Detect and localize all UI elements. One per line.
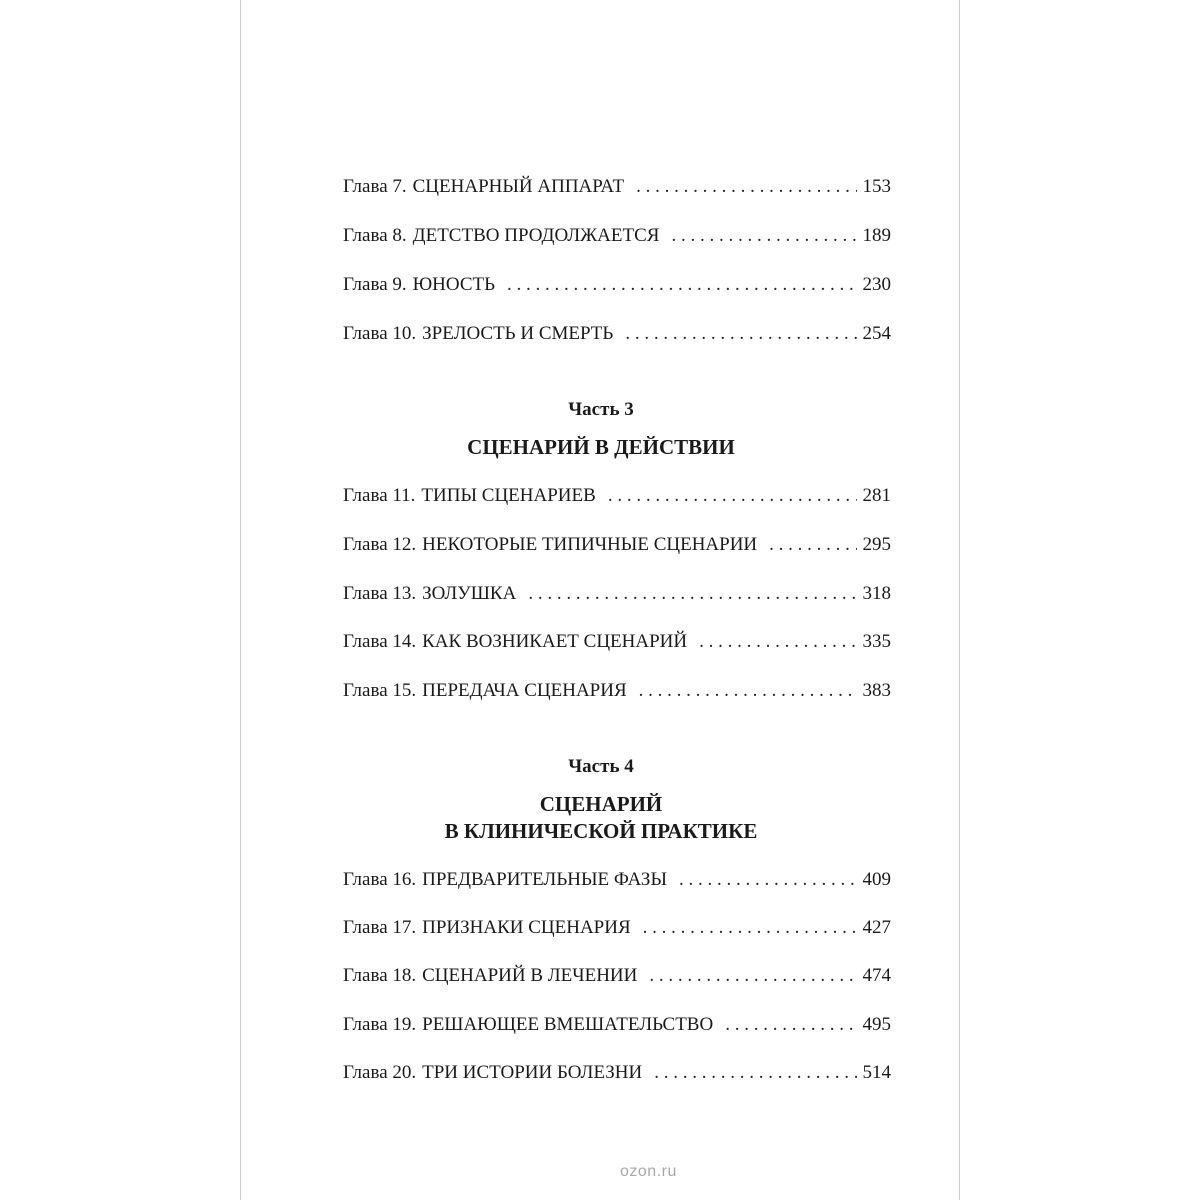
page-number: 189 xyxy=(862,225,891,246)
page-number: 474 xyxy=(862,965,891,986)
part-label: Часть 3 xyxy=(568,399,634,420)
toc-entry xyxy=(343,173,891,201)
chapter-title: ДЕТСТВО ПРОДОЛЖАЕТСЯ xyxy=(412,225,660,246)
dot-leader xyxy=(649,962,856,990)
page-number: 514 xyxy=(862,1062,891,1083)
chapter-number: Глава 17. xyxy=(343,917,417,938)
toc-entry xyxy=(343,271,891,299)
page-number: 281 xyxy=(862,485,891,506)
chapter-title: ПЕРЕДАЧА СЦЕНАРИЯ xyxy=(422,680,627,701)
chapter-title: ПРЕДВАРИТЕЛЬНЫЕ ФАЗЫ xyxy=(422,869,668,890)
page-number: 409 xyxy=(862,869,891,890)
dot-leader xyxy=(699,628,856,656)
toc-entry xyxy=(343,1059,891,1087)
page-number: 230 xyxy=(862,274,891,295)
chapter-title: ПРИЗНАКИ СЦЕНАРИЯ xyxy=(422,917,631,938)
toc-entry xyxy=(343,914,891,942)
chapter-number: Глава 9. xyxy=(343,274,407,295)
dot-leader xyxy=(625,320,856,348)
chapter-title: НЕКОТОРЫЕ ТИПИЧНЫЕ СЦЕНАРИИ xyxy=(422,534,758,555)
part-label: Часть 4 xyxy=(568,756,634,777)
chapter-number: Глава 11. xyxy=(343,485,416,506)
dot-leader xyxy=(507,271,856,299)
chapter-number: Глава 8. xyxy=(343,225,407,246)
dot-leader xyxy=(679,866,856,894)
chapter-number: Глава 15. xyxy=(343,680,417,701)
toc-entry xyxy=(343,628,891,656)
part-title-line-2: В КЛИНИЧЕСКОЙ ПРАКТИКЕ xyxy=(444,819,758,843)
watermark: ozon.ru xyxy=(620,1163,677,1180)
toc-entry xyxy=(343,866,891,894)
chapter-number: Глава 16. xyxy=(343,869,417,890)
toc-entry xyxy=(343,222,891,250)
book-page xyxy=(240,0,960,1200)
chapter-number: Глава 12. xyxy=(343,534,417,555)
chapter-number: Глава 7. xyxy=(343,176,407,197)
toc-entry xyxy=(343,580,891,608)
dot-leader xyxy=(636,173,856,201)
chapter-number: Глава 18. xyxy=(343,965,417,986)
chapter-title: ЮНОСТЬ xyxy=(412,274,496,295)
chapter-number: Глава 20. xyxy=(343,1062,417,1083)
chapter-title: СЦЕНАРНЫЙ АППАРАТ xyxy=(412,176,625,197)
chapter-title: ТИПЫ СЦЕНАРИЕВ xyxy=(421,485,596,506)
chapter-title: РЕШАЮЩЕЕ ВМЕШАТЕЛЬСТВО xyxy=(422,1014,714,1035)
page-number: 295 xyxy=(862,534,891,555)
dot-leader xyxy=(608,482,857,510)
chapter-title: КАК ВОЗНИКАЕТ СЦЕНАРИЙ xyxy=(422,631,688,652)
toc-entry xyxy=(343,531,891,559)
dot-leader xyxy=(528,580,856,608)
dot-leader xyxy=(654,1059,856,1087)
toc-entry xyxy=(343,482,891,510)
page-number: 383 xyxy=(862,680,891,701)
toc-entry xyxy=(343,962,891,990)
dot-leader xyxy=(725,1011,856,1039)
page-number: 153 xyxy=(862,176,891,197)
page-number: 254 xyxy=(862,323,891,344)
part-title-line-1: СЦЕНАРИЙ xyxy=(539,792,663,816)
chapter-number: Глава 13. xyxy=(343,583,417,604)
chapter-number: Глава 14. xyxy=(343,631,417,652)
chapter-title: ЗРЕЛОСТЬ И СМЕРТЬ xyxy=(422,323,614,344)
page-number: 318 xyxy=(862,583,891,604)
chapter-title: ЗОЛУШКА xyxy=(422,583,517,604)
dot-leader xyxy=(639,677,857,705)
chapter-number: Глава 10. xyxy=(343,323,417,344)
chapter-title: ТРИ ИСТОРИИ БОЛЕЗНИ xyxy=(422,1062,643,1083)
dot-leader xyxy=(671,222,856,250)
chapter-number: Глава 19. xyxy=(343,1014,417,1035)
part-title: СЦЕНАРИЙ В ДЕЙСТВИИ xyxy=(467,435,735,459)
chapter-title: СЦЕНАРИЙ В ЛЕЧЕНИИ xyxy=(422,965,638,986)
dot-leader xyxy=(769,531,856,559)
toc-entry xyxy=(343,320,891,348)
page-number: 427 xyxy=(862,917,891,938)
page-number: 335 xyxy=(862,631,891,652)
page-number: 495 xyxy=(862,1014,891,1035)
toc-entry xyxy=(343,1011,891,1039)
toc-entry xyxy=(343,677,891,705)
dot-leader xyxy=(643,914,857,942)
